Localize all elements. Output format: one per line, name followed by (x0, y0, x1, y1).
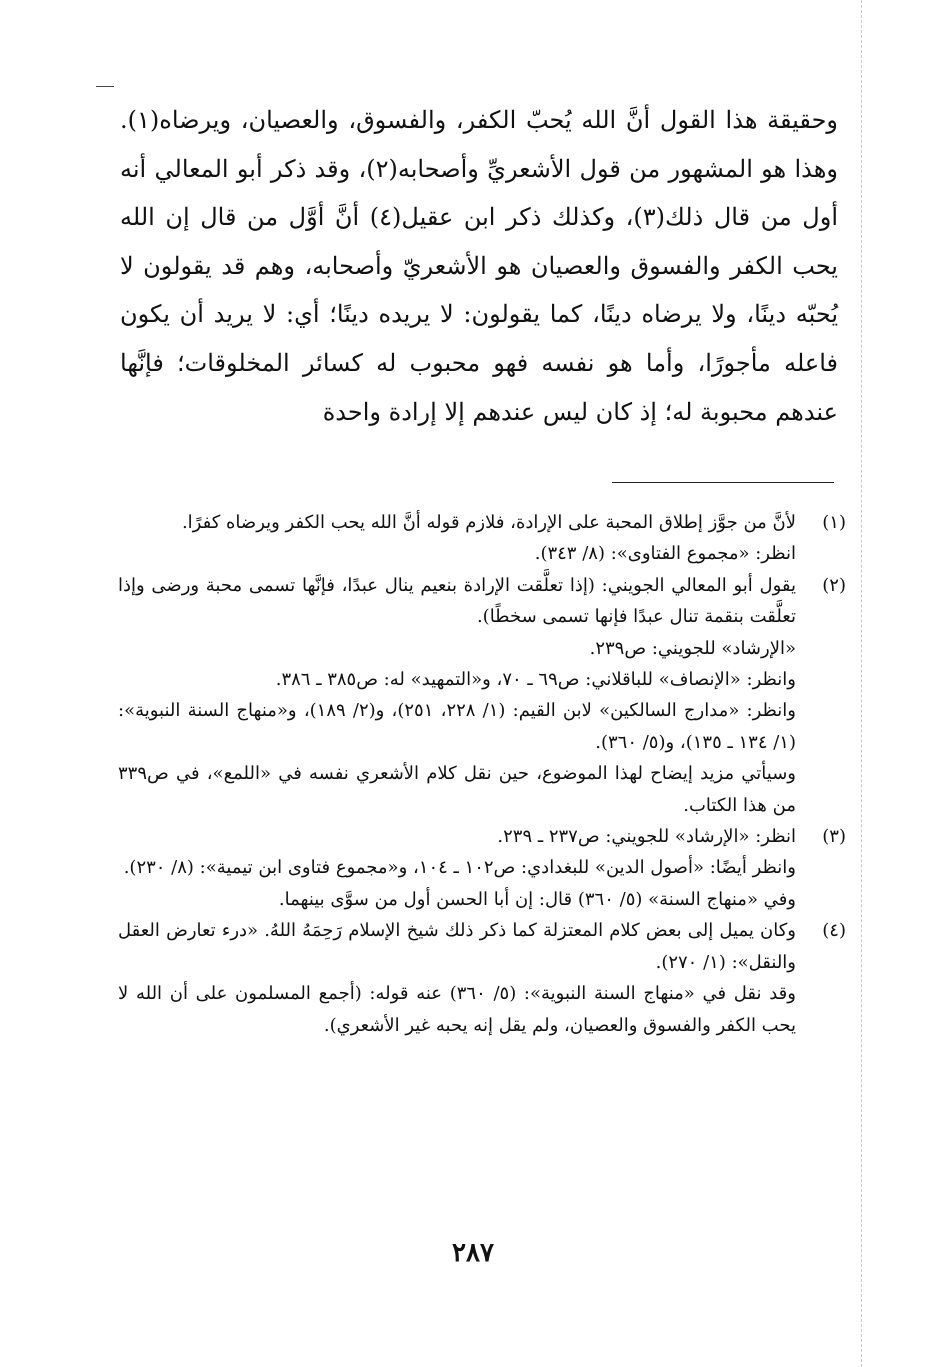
footnote-line: وانظر: «الإنصاف» للباقلاني: ص٦٩ ـ ٧٠، و«التمهيد» له: ص٣٨٥ ـ ٣٨٦. (275, 669, 796, 691)
footnote-line: وسيأتي مزيد إيضاح لهذا الموضوع، حين نقل كلام الأشعري نفسه في «اللمع»، في ص٣٣٩ من هذا الكتاب. (118, 763, 796, 816)
footnote-line: وفي «منهاج السنة» (٥/ ٣٦٠) قال: إن أبا الحسن أول من سوَّى بينهما. (278, 888, 796, 910)
footnote-line: انظر: «الإرشاد» للجويني: ص٢٣٧ ـ ٢٣٩. (497, 826, 796, 848)
footnote-number: (٢) (822, 574, 846, 596)
footnote-line: انظر: «مجموع الفتاوى»: (٨/ ٣٤٣). (534, 543, 796, 565)
footnote-3 (118, 821, 846, 915)
footnote-body (118, 915, 796, 1041)
footnote-line: وانظر أيضًا: «أصول الدين» للبغدادي: ص١٠٢ ـ ١٠٤، و«مجموع فتاوى ابن تيمية»: (٨/ ٢٣٠). (123, 857, 796, 879)
footnote-line: وانظر: «مدارج السالكين» لابن القيم: (١/ ٢٢٨، ٢٥١)، و(٢/ ١٨٩)، و«منهاج السنة النبوية»: (١/ ١٣٤ ـ ١٣٥)، و(٥/ ٣٦٠). (118, 700, 797, 753)
footnote-number: (٣) (822, 826, 846, 848)
footnote-line: وقد نقل في «منهاج السنة النبوية»: (٥/ ٣٦٠) عنه قوله: (أجمع المسلمون على أن الله لا يحب الكفر والفسوق والعصيان، ولم يقل إنه يحبه غير الأشعري). (118, 983, 796, 1036)
footnote-line: وكان يميل إلى بعض كلام المعتزلة كما ذكر ذلك شيخ الإسلام رَحِمَهُ اللهُ. «درء تعارض العقل والنقل»: (١/ ٢٧٠). (118, 920, 796, 973)
footnotes (118, 507, 846, 1041)
footnote-number: (١) (822, 512, 846, 533)
footnote-body (118, 570, 796, 821)
footnote-body (118, 507, 796, 570)
footnote-2 (118, 570, 846, 821)
main-text-block (120, 96, 838, 436)
footnote-4 (118, 915, 846, 1041)
footnote-1 (118, 507, 846, 570)
corner-mark (96, 86, 114, 87)
footnote-line: لأنَّ من جوَّز إطلاق المحبة على الإرادة، فلازم قوله أنَّ الله يحب الكفر ويرضاه كفرًا. (181, 512, 796, 533)
footnote-number: (٤) (822, 920, 846, 942)
scan-edge-line (861, 0, 862, 1367)
footnote-divider (612, 482, 834, 483)
footnote-line: «الإرشاد» للجويني: ص٢٣٩. (589, 637, 796, 659)
main-paragraph: وحقيقة هذا القول أنَّ الله يُحبّ الكفر، والفسوق، والعصيان، ويرضاه(١). وهذا هو المشهور من قول الأشعريِّ وأصحابه(٢)، وقد ذكر أبو المعالي أنه أول من قال ذلك(٣)، وكذلك ذكر ابن عقيل(٤) أنَّ أوَّل من قال إن الله يحب الكفر والفسوق والعصيان هو الأشعريّ وأصحابه، وهم قد يقولون لا يُحبّه دينًا، ولا يرضاه دينًا، كما يقولون: لا يريده دينًا؛ أي: لا يريد أن يكون فاعله مأجورًا، وأما هو نفسه فهو محبوب له كسائر المخلوقات؛ فإنَّها عندهم محبوبة له؛ إذ كان ليس عندهم إلا إرادة واحدة (120, 106, 839, 426)
page-number: ٢٨٧ (452, 1238, 494, 1268)
footnote-line: يقول أبو المعالي الجويني: (إذا تعلَّقت الإرادة بنعيم ينال عبدًا، فإنَّها تسمى محبة ورضى وإذا تعلَّقت بنقمة تنال عبدًا فإنها تسمى سخطًا). (118, 574, 796, 628)
footnote-body (118, 821, 796, 915)
